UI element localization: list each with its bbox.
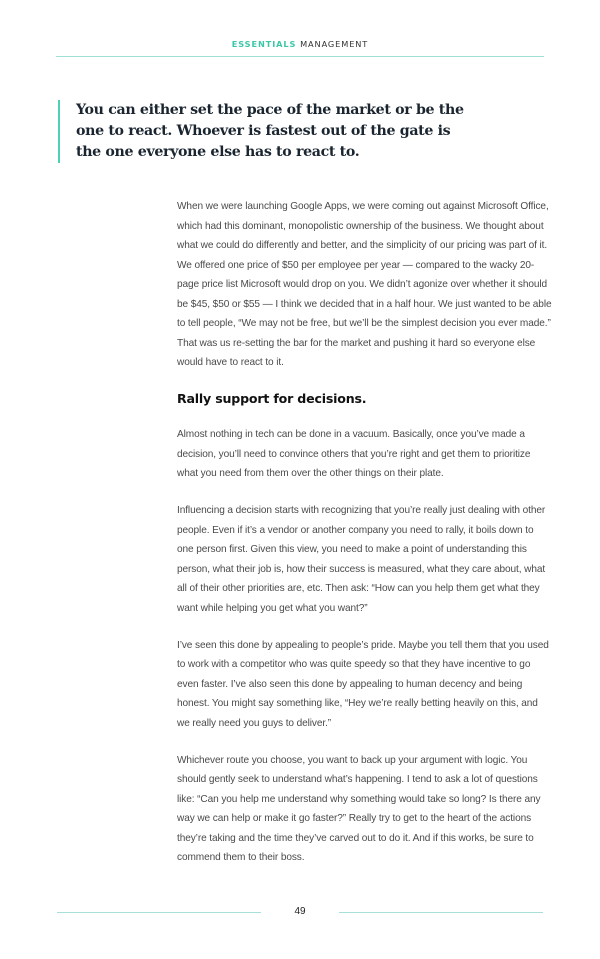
running-header (0, 38, 600, 50)
intro-paragraph: When we were launching Google Apps, we were coming out against Microsoft Office, which had this dominant, monopolistic ownership of the business. We thought about what we could do differently and better, and the simplicity of our pricing was part of it. We offered one price of $50 per employee per year — compared to the wacky 20-page price list Microsoft would drop on you. We didn’t agonize over whether it should be $45, $50 or $55 — I think we decided that in a half hour. We just wanted to be able to tell people, “We may not be free, but we’ll be the simplest decision you ever made.” That was us re-setting the bar for the market and pushing it hard so everyone else would have to react to it. (177, 201, 552, 368)
body-paragraph: Whichever route you choose, you want to back up your argument with logic. You should gently seek to understand what’s happening. I tend to ask a lot of questions like: “Can you help me understand why something would take so long? Is there any way we can help or make it go faster?” Really try to get to the heart of the actions they’re taking and the time they’ve carved out to do it. And if this works, be sure to commend them to their boss. (177, 754, 541, 863)
body-paragraph: Almost nothing in tech can be done in a vacuum. Basically, once you’ve made a decision, you’ll need to convince others that you’re right and get them to prioritize what you need from them over the other things on their plate. (177, 429, 531, 479)
body-paragraph: I’ve seen this done by appealing to people’s pride. Maybe you tell them that you used to work with a competitor who was quite speedy so that they have incentive to go even faster. I’ve also seen this done by appealing to human decency and being honest. You might say something like, “Hey we’re really betting heavily on this, and we really need you guys to deliver.” (177, 639, 549, 729)
article-body (177, 197, 552, 885)
page-footer (0, 885, 600, 959)
section-heading: Rally support for decisions. (177, 391, 367, 406)
footer-divider-right (339, 912, 543, 913)
footer-divider-left (57, 912, 261, 913)
pull-quote-text: You can either set the pace of the market or be the one to react. Whoever is fastest out of the gate is the one everyone else has to react to. (76, 102, 464, 160)
header-section-title: MANAGEMENT (300, 39, 369, 49)
page-number: 49 (294, 906, 306, 917)
body-paragraph: Influencing a decision starts with recognizing that you’re really just dealing with other people. Even if it’s a vendor or another company you need to rally, it boils down to one person first. Given this view, you need to make a point of understanding this person, what their job is, how their success is measured, what they care about, what all of their other priorities are, etc. Then ask: “How can you help them get what they want while helping you get what you want?” (177, 505, 546, 614)
pull-quote (58, 100, 466, 163)
header-divider (56, 56, 544, 57)
header-section-accent: ESSENTIALS (231, 39, 297, 49)
